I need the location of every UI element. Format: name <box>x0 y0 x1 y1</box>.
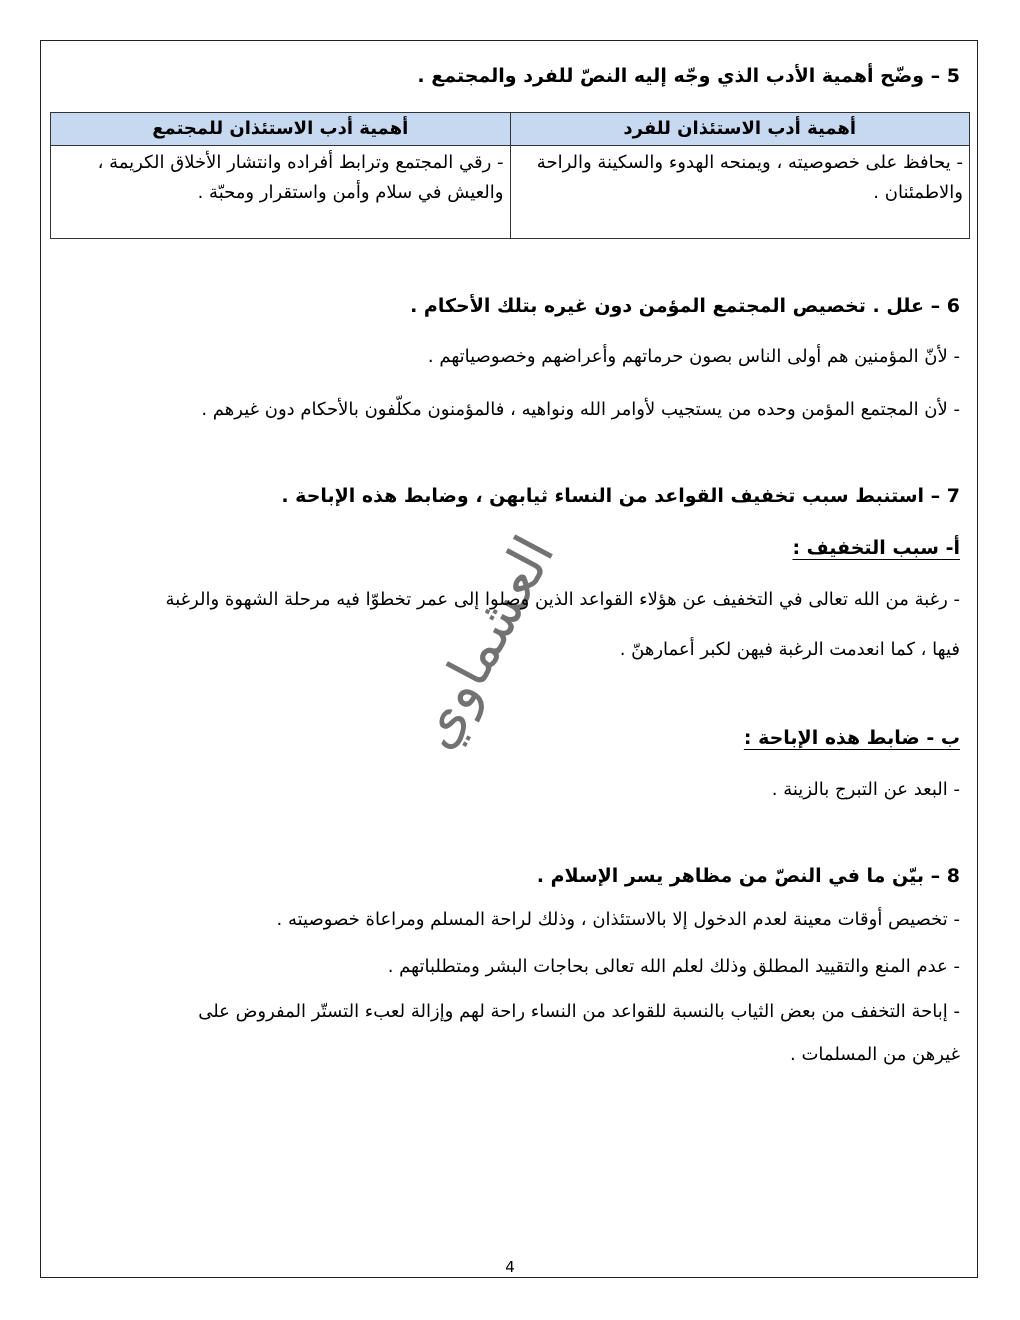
answer-8-line-2: - عدم المنع والتقييد المطلق وذلك لعلم الله تعالى بحاجات البشر ومتطلباتهم . <box>387 956 960 977</box>
table-header-row <box>51 113 970 146</box>
question-7-part-a-heading: أ- سبب التخفيف : <box>792 537 960 559</box>
answer-6-line-1: - لأنّ المؤمنين هم أولى الناس بصون حرماتهم وأعراضهم وخصوصياتهم . <box>427 346 960 367</box>
table-cell-individual: - يحافظ على خصوصيته ، ويمنحه الهدوء والسكينة والراحة والاطمئنان . <box>510 146 970 239</box>
answer-7a-line-2: فيها ، كما انعدمت الرغبة فيهن لكبر أعمارهنّ . <box>619 639 960 660</box>
question-7-part-b-heading: ب - ضابط هذه الإباحة : <box>743 727 960 749</box>
answer-6-line-2: - لأن المجتمع المؤمن وحده من يستجيب لأوامر الله ونواهيه ، فالمؤمنون مكلّفون بالأحكام دون غيرهم . <box>201 399 960 420</box>
question-5-title: 5 – وضّح أهمية الأدب الذي وجّه إليه النصّ للفرد والمجتمع . <box>417 65 960 87</box>
answer-8-line-1: - تخصيص أوقات معينة لعدم الدخول إلا بالاستئذان ، وذلك لراحة المسلم ومراعاة خصوصيته . <box>276 909 960 930</box>
importance-table <box>50 112 970 239</box>
table-header-society: أهمية أدب الاستئذان للمجتمع <box>51 113 511 146</box>
answer-7a-line-1: - رغبة من الله تعالى في التخفيف عن هؤلاء القواعد الذين وصلوا إلى عمر تخطوّا فيه مرحلة الشهوة والرغبة <box>165 589 960 610</box>
answer-8-line-4: غيرهن من المسلمات . <box>790 1044 960 1065</box>
answer-7b-line-1: - البعد عن التبرج بالزينة . <box>771 779 960 800</box>
question-6-title: 6 – علل . تخصيص المجتمع المؤمن دون غيره بتلك الأحكام . <box>410 295 960 317</box>
author-watermark: العشماوي <box>402 525 568 760</box>
question-7-title: 7 – استنبط سبب تخفيف القواعد من النساء ثيابهن ، وضابط هذه الإباحة . <box>281 485 960 507</box>
table-row <box>51 146 970 239</box>
table-header-individual: أهمية أدب الاستئذان للفرد <box>510 113 970 146</box>
table-cell-society: - رقي المجتمع وترابط أفراده وانتشار الأخلاق الكريمة ، والعيش في سلام وأمن واستقرار ومحبّة . <box>51 146 511 239</box>
page-number: 4 <box>505 1258 515 1276</box>
answer-8-line-3: - إباحة التخفف من بعض الثياب بالنسبة للقواعد من النساء راحة لهم وإزالة لعبء التستّر المفروض على <box>198 1001 960 1022</box>
question-8-title: 8 – بيّن ما في النصّ من مظاهر يسر الإسلام . <box>536 865 960 887</box>
